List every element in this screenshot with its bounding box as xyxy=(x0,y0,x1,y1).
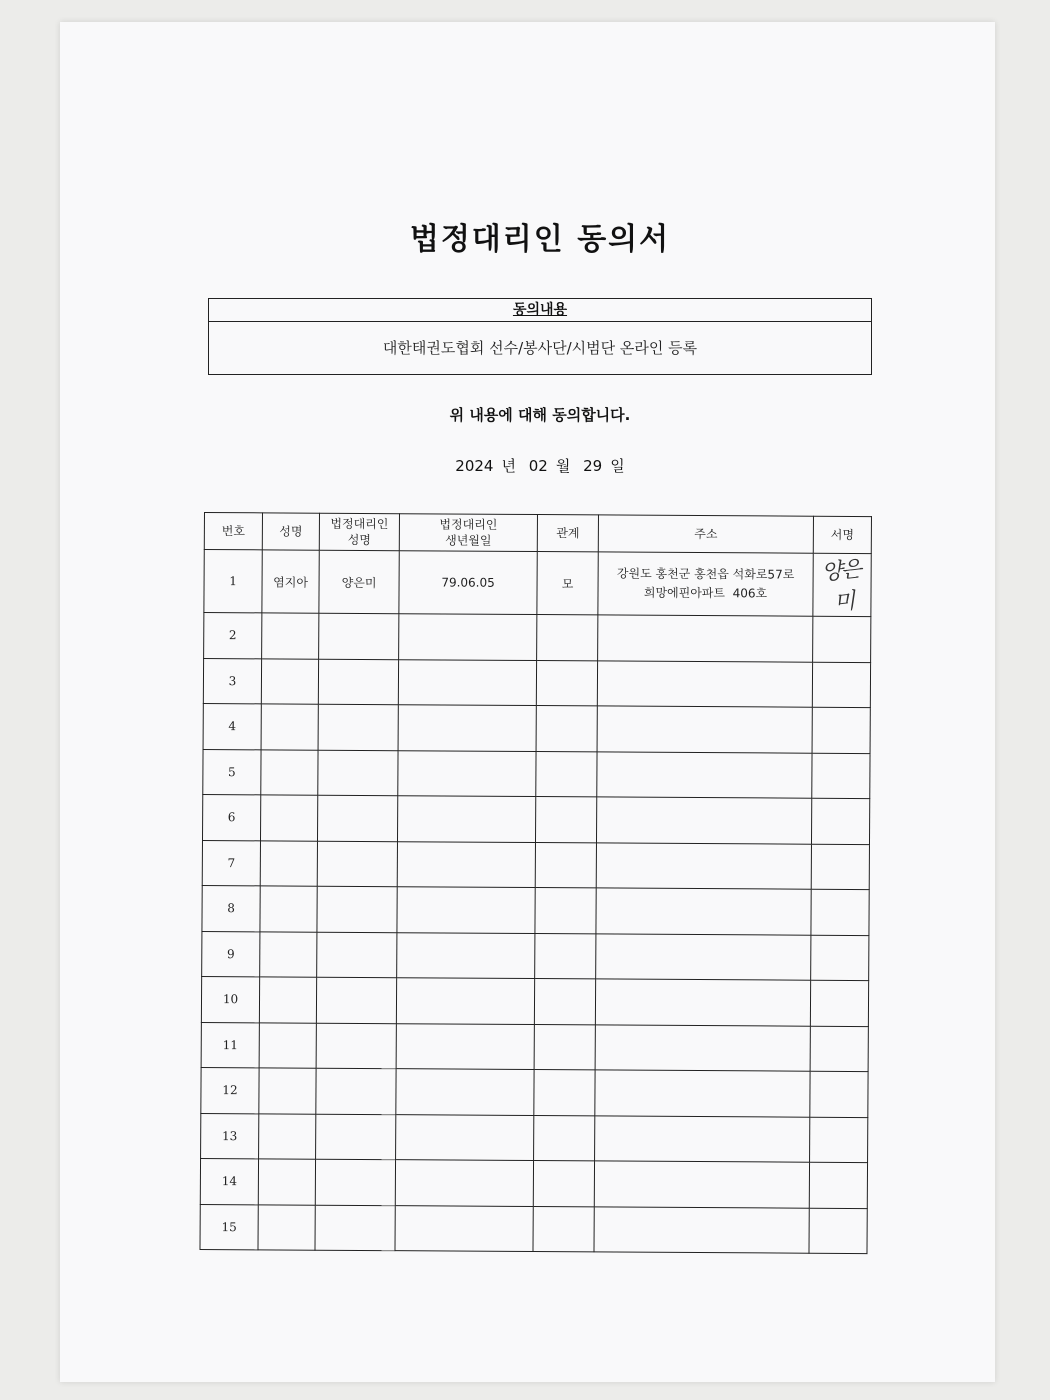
guardian-name-cell xyxy=(315,1159,395,1205)
guardian-name-cell xyxy=(316,977,396,1023)
row-number-cell: 5 xyxy=(203,749,261,795)
student-name-cell xyxy=(260,840,317,886)
row-number-cell: 8 xyxy=(202,885,260,931)
guardian-birth-cell xyxy=(398,659,536,705)
handwritten-signature: 양은미 xyxy=(820,557,862,616)
guardian-birth-cell xyxy=(397,796,535,842)
table-row xyxy=(203,703,870,753)
guardian-birth-cell xyxy=(396,978,534,1024)
signature-cell xyxy=(810,1026,868,1072)
address-cell xyxy=(594,1206,809,1253)
row-number-cell: 9 xyxy=(202,931,260,977)
relation-cell xyxy=(535,933,596,979)
table-row xyxy=(200,1204,867,1254)
table-body xyxy=(200,550,871,1254)
guardian-name-cell xyxy=(315,1205,395,1251)
table-row xyxy=(201,1022,868,1072)
signature-cell xyxy=(812,707,870,753)
guardian-birth-cell: 79.06.05 xyxy=(399,551,537,615)
table-row xyxy=(202,931,869,981)
address-cell xyxy=(597,706,812,753)
table-row xyxy=(202,885,869,935)
address-line1: 강원도 홍천군 홍천읍 석화로57로 xyxy=(616,566,795,582)
address-cell xyxy=(596,842,811,889)
relation-cell xyxy=(534,979,595,1025)
table-row xyxy=(201,1067,868,1117)
row-number-cell: 14 xyxy=(200,1158,258,1204)
row-number-cell: 2 xyxy=(204,613,262,659)
guardian-birth-cell xyxy=(397,932,535,978)
guardian-name-cell xyxy=(317,795,397,841)
row-number-cell: 12 xyxy=(201,1067,259,1113)
consent-date xyxy=(60,455,1020,476)
signature-cell xyxy=(811,889,869,935)
col-guardian-birth-header: 법정대리인 생년월일 xyxy=(399,514,537,552)
guardian-name-cell xyxy=(319,613,399,659)
col-name-header: 성명 xyxy=(262,513,319,550)
col-address-header: 주소 xyxy=(598,515,813,553)
consent-box xyxy=(208,298,872,375)
relation-cell xyxy=(534,1070,595,1116)
date-year: 2024 xyxy=(455,457,494,475)
table-row xyxy=(204,550,871,617)
address-cell xyxy=(594,1161,809,1208)
row-number-cell: 7 xyxy=(202,840,260,886)
student-name-cell xyxy=(262,613,319,659)
col-number-header: 번호 xyxy=(204,513,262,550)
signature-cell xyxy=(811,935,869,981)
row-number-cell: 3 xyxy=(203,658,261,704)
address-cell xyxy=(596,933,811,980)
address-cell xyxy=(595,1070,810,1117)
relation-cell xyxy=(533,1161,594,1207)
student-name-cell: 염지아 xyxy=(262,550,319,613)
relation-cell xyxy=(534,1024,595,1070)
relation-cell xyxy=(537,615,598,661)
signature-cell xyxy=(812,753,870,799)
relation-cell xyxy=(535,842,596,888)
address-cell xyxy=(598,615,813,662)
student-name-cell xyxy=(258,1204,315,1250)
col-signature-header: 서명 xyxy=(813,516,871,553)
signature-cell xyxy=(810,980,868,1026)
relation-cell: 모 xyxy=(537,552,598,615)
student-name-cell xyxy=(259,977,316,1023)
row-number-cell: 11 xyxy=(201,1022,259,1068)
student-name-cell xyxy=(261,749,318,795)
consent-header xyxy=(209,299,871,322)
signature-cell xyxy=(809,1208,867,1254)
signature-cell xyxy=(813,616,871,662)
guardian-birth-cell xyxy=(396,1023,534,1069)
relation-cell xyxy=(535,888,596,934)
address-cell xyxy=(597,660,812,707)
col-guardian-name-header: 법정대리인 성명 xyxy=(319,513,399,550)
student-name-cell xyxy=(261,658,318,704)
guardian-name-cell xyxy=(318,750,398,796)
relation-cell xyxy=(536,660,597,706)
relation-cell xyxy=(536,751,597,797)
row-number-cell: 1 xyxy=(204,550,262,613)
student-name-cell xyxy=(260,931,317,977)
address-cell xyxy=(598,552,813,616)
student-name-cell xyxy=(259,1022,316,1068)
address-cell xyxy=(597,751,812,798)
guardian-name-cell xyxy=(317,932,397,978)
student-name-cell xyxy=(260,795,317,841)
signature-cell xyxy=(811,798,869,844)
guardian-birth-cell xyxy=(398,705,536,751)
student-name-cell xyxy=(258,1159,315,1205)
row-number-cell: 13 xyxy=(201,1113,259,1159)
address-cell xyxy=(595,979,810,1026)
agree-statement: 위 내용에 대해 동의합니다. xyxy=(449,406,631,424)
guardian-birth-cell xyxy=(398,750,536,796)
signature-cell xyxy=(812,662,870,708)
table-row xyxy=(203,658,870,708)
table-row xyxy=(203,749,870,799)
date-year-unit: 년 xyxy=(501,457,516,475)
guardian-name-cell xyxy=(316,1114,396,1160)
relation-cell xyxy=(535,797,596,843)
address-cell xyxy=(595,1115,810,1162)
guardian-birth-cell xyxy=(395,1160,533,1206)
student-name-cell xyxy=(259,1068,316,1114)
table-row xyxy=(200,1158,867,1208)
guardian-name-cell xyxy=(317,841,397,887)
consent-header-label: 동의내용 xyxy=(512,302,568,318)
guardian-name-cell xyxy=(316,1068,396,1114)
col-relation-header: 관계 xyxy=(537,515,598,552)
signature-cell xyxy=(811,844,869,890)
table-row xyxy=(202,840,869,890)
table-header-row xyxy=(204,513,871,554)
address-cell xyxy=(596,797,811,844)
table-row xyxy=(204,613,871,663)
signature-cell xyxy=(809,1162,867,1208)
consent-body: 대한태권도협회 선수/봉사단/시범단 온라인 등록 xyxy=(382,339,698,357)
address-cell xyxy=(596,888,811,935)
row-number-cell: 6 xyxy=(202,794,260,840)
guardian-roster-table xyxy=(199,512,871,1254)
address-cell xyxy=(595,1024,810,1071)
guardian-name-cell xyxy=(317,886,397,932)
address-line2: 희망에핀아파트 406호 xyxy=(643,585,768,601)
guardian-name-cell xyxy=(318,704,398,750)
date-day: 29 xyxy=(583,457,603,475)
table-row xyxy=(201,976,868,1026)
row-number-cell: 15 xyxy=(200,1204,258,1250)
date-day-unit: 일 xyxy=(610,457,625,475)
row-number-cell: 4 xyxy=(203,703,261,749)
guardian-birth-cell xyxy=(397,887,535,933)
signature-cell xyxy=(810,1117,868,1163)
guardian-birth-cell xyxy=(399,614,537,660)
date-month-unit: 월 xyxy=(555,457,571,475)
student-name-cell xyxy=(260,886,317,932)
guardian-birth-cell xyxy=(397,841,535,887)
table-row xyxy=(202,794,869,844)
guardian-birth-cell xyxy=(396,1114,534,1160)
guardian-name-cell xyxy=(316,1023,396,1069)
relation-cell xyxy=(534,1115,595,1161)
guardian-birth-cell xyxy=(396,1069,534,1115)
signature-cell xyxy=(810,1071,868,1117)
row-number-cell: 10 xyxy=(201,976,259,1022)
guardian-birth-cell xyxy=(395,1205,533,1251)
document-title: 법정대리인 동의서 xyxy=(409,222,671,257)
student-name-cell xyxy=(261,704,318,750)
guardian-name-cell: 양은미 xyxy=(319,550,399,613)
student-name-cell xyxy=(259,1113,316,1159)
signature-cell xyxy=(813,553,871,616)
relation-cell xyxy=(536,706,597,752)
guardian-name-cell xyxy=(318,659,398,705)
date-month: 02 xyxy=(528,457,548,475)
relation-cell xyxy=(533,1206,594,1252)
table-row xyxy=(201,1113,868,1163)
